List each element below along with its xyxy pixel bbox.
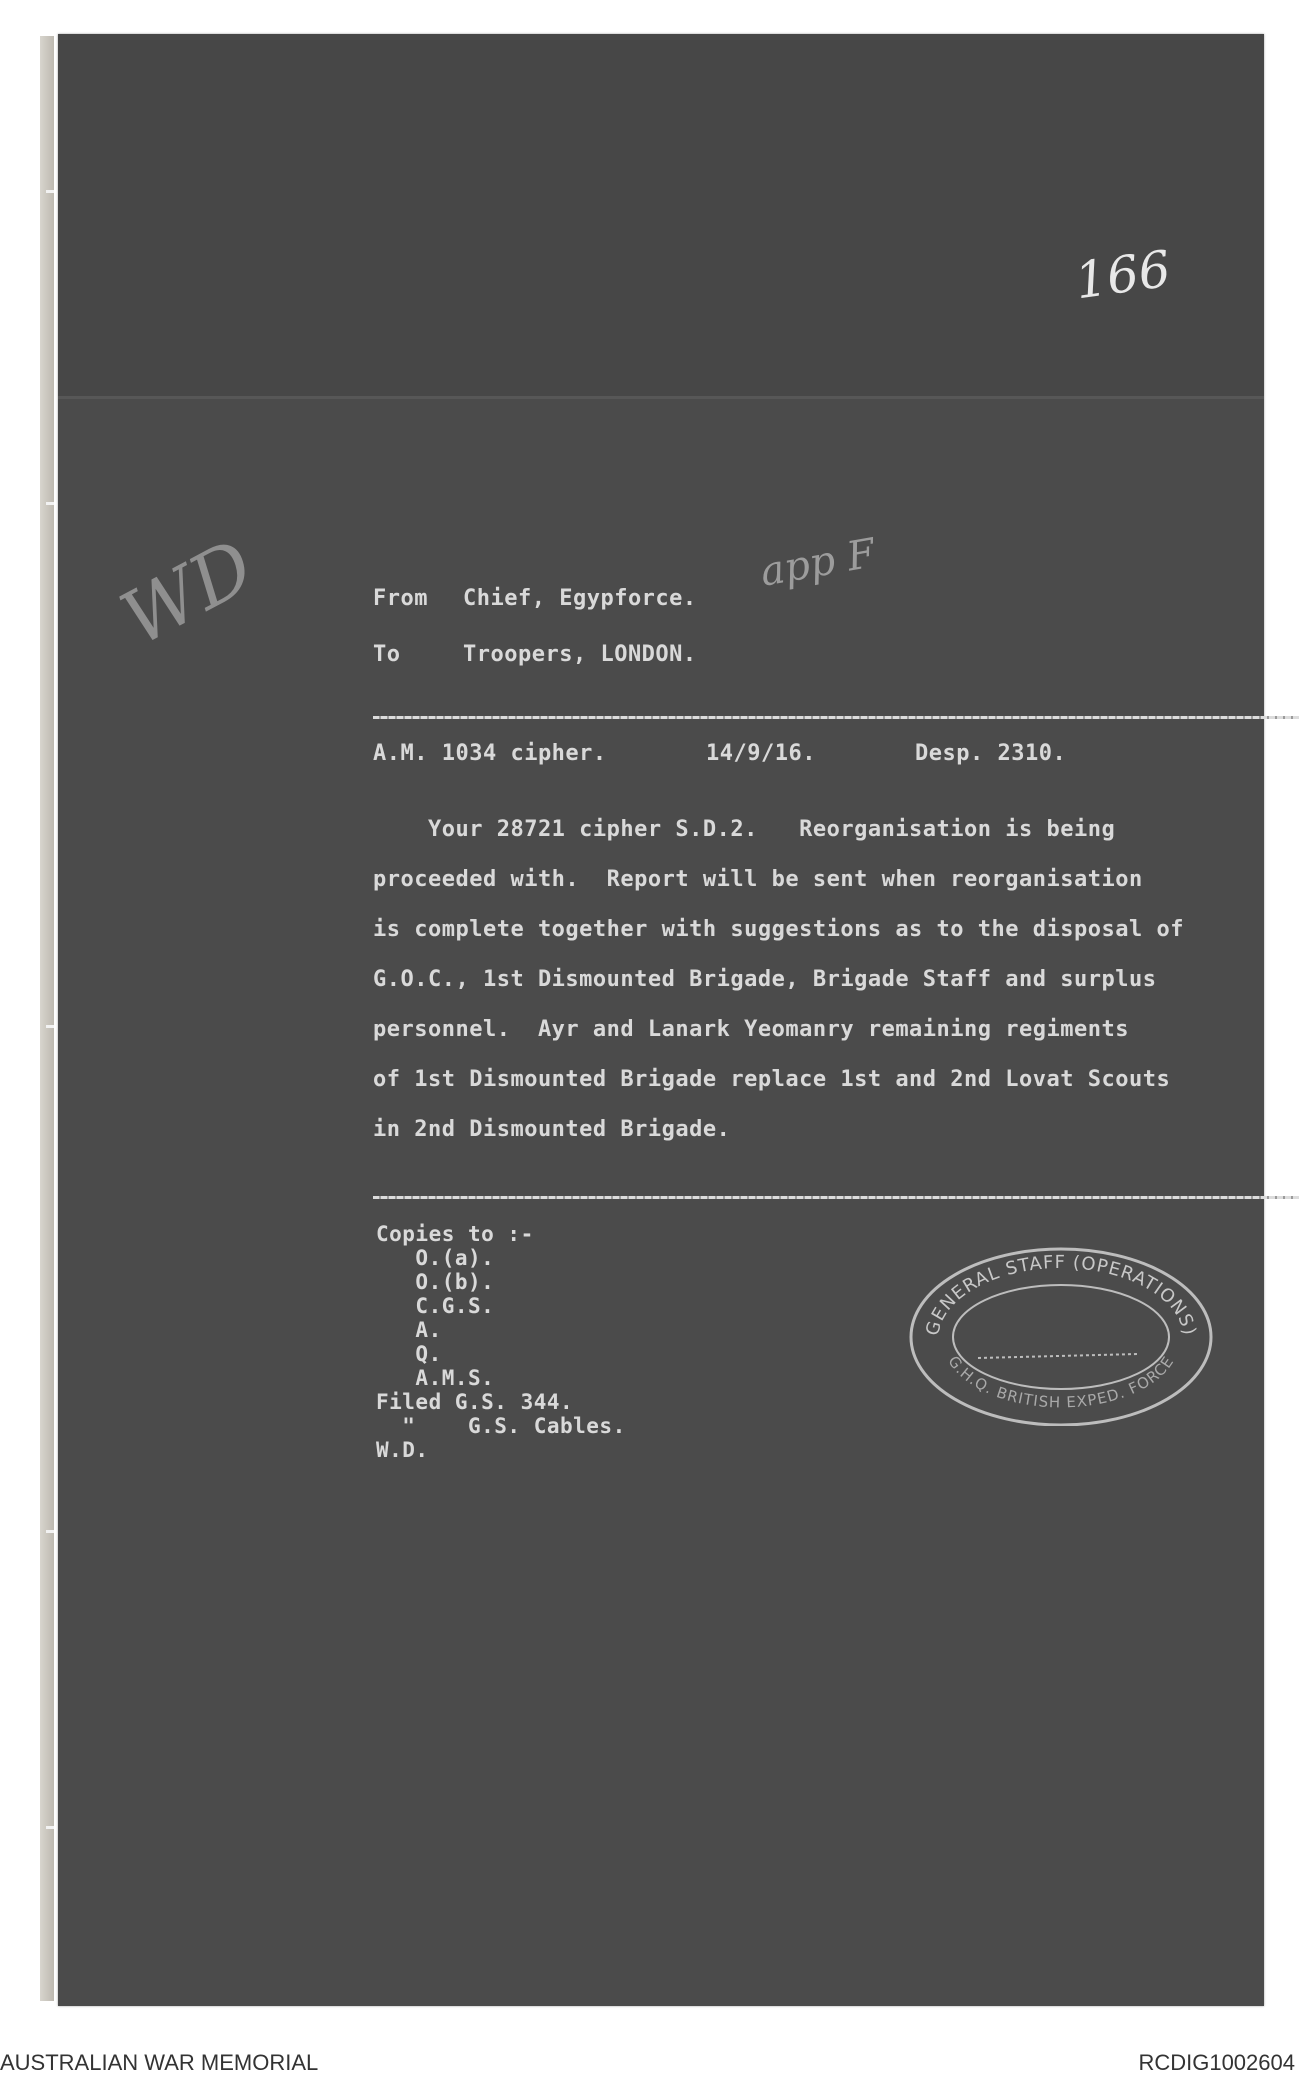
copies-line: W.D. [376,1438,429,1462]
body-line: Your 28721 cipher S.D.2. Reorganisation is being [373,817,1116,842]
dispatch-time: Desp. 2310. [915,741,1067,766]
body-rule [373,1196,1299,1199]
from-label: From [373,586,428,611]
binding-hole [46,190,54,193]
footer-record-id: RCDIG1002604 [1138,2050,1295,2075]
appendix-annotation: app F [756,530,879,596]
copies-line: Copies to :- [376,1222,534,1246]
copies-line: Filed G.S. 344. [376,1390,574,1414]
reference-date: 14/9/16. [706,741,816,766]
svg-text:GENERAL STAFF (OPERATIONS) [922,1252,1200,1338]
from-value: Chief, Egypforce. [463,586,697,611]
copies-line: Q. [376,1342,442,1366]
copies-line: C.G.S. [376,1294,495,1318]
header-rule [373,716,1299,719]
message-body [373,805,1273,1155]
copies-line: O.(b). [376,1270,495,1294]
body-line: of 1st Dismounted Brigade replace 1st and 2nd Lovat Scouts [373,1067,1171,1092]
binding-hole [46,1025,54,1028]
binding-hole [46,1826,54,1829]
fold-line [58,396,1264,399]
body-line: G.O.C., 1st Dismounted Brigade, Brigade Staff and surplus [373,967,1157,992]
stamp-top-text: GENERAL STAFF (OPERATIONS) [922,1251,1200,1338]
body-line: personnel. Ayr and Lanark Yeomanry remaining regiments [373,1017,1129,1042]
copies-list [376,1222,626,1462]
stamp-bottom-text: G.H.Q. BRITISH EXPED. FORCE [944,1352,1178,1412]
binding-hole [46,502,54,505]
copies-line: " G.S. Cables. [376,1414,626,1438]
body-line: proceeded with. Report will be sent when reorganisation [373,867,1143,892]
page-number: 166 [1071,239,1175,311]
folded-top-flap [58,34,1264,396]
initials-annotation: WD [107,523,268,663]
reference-number: A.M. 1034 cipher. [373,741,607,766]
general-staff-stamp [908,1240,1214,1426]
body-line: in 2nd Dismounted Brigade. [373,1117,731,1142]
footer-institution: AUSTRALIAN WAR MEMORIAL [0,2050,319,2075]
binding-hole [46,1530,54,1533]
svg-text:G.H.Q. BRITISH EXPED. FORCE [944,1353,1177,1412]
to-value: Troopers, LONDON. [463,642,697,667]
binding-edge [40,36,54,2001]
body-line: is complete together with suggestions as to the disposal of [373,917,1184,942]
copies-line: O.(a). [376,1246,495,1270]
copies-line: A. [376,1318,442,1342]
copies-line: A.M.S. [376,1366,495,1390]
to-label: To [373,642,401,667]
